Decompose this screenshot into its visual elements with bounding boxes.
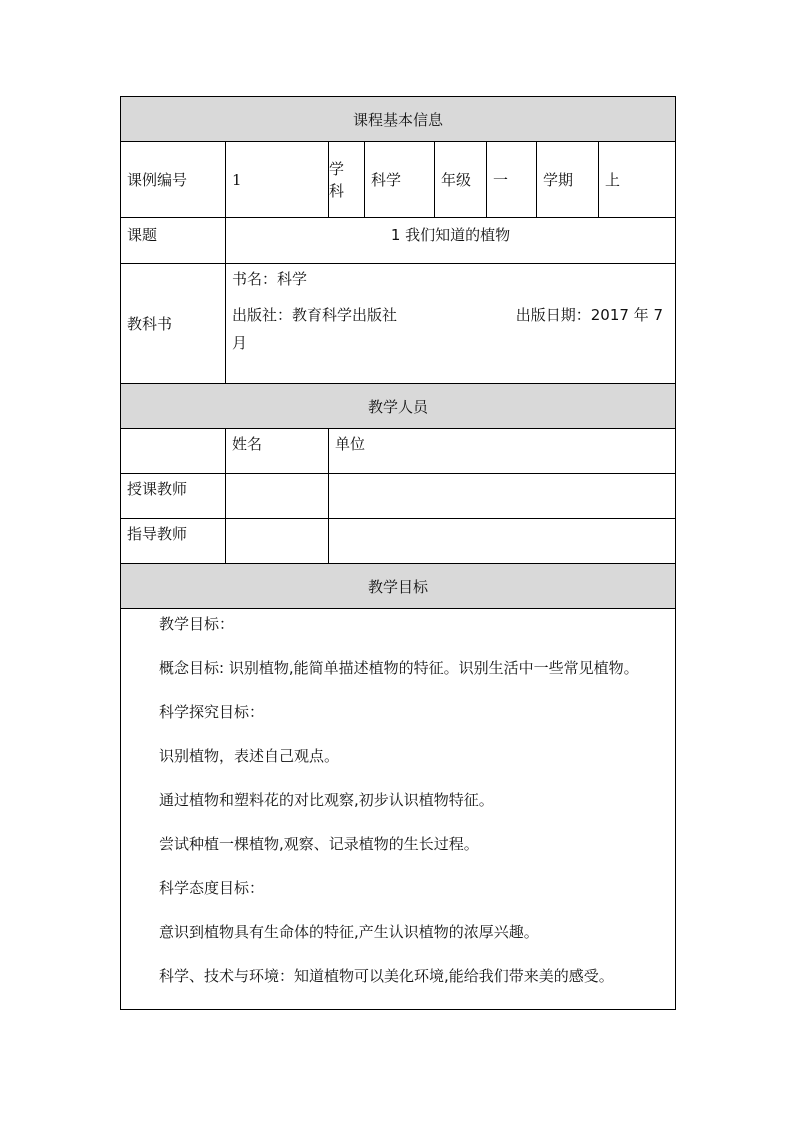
goals-heading: 教学目标 (121, 564, 676, 609)
goal-line: 尝试种植一棵植物,观察、记录植物的生长过程。 (159, 835, 479, 853)
textbook-row (121, 264, 676, 384)
goals-body-row (121, 609, 676, 1010)
subject-label-bottom: 科 (329, 181, 345, 200)
subject-label-top: 学 (329, 159, 345, 178)
goal-line: 概念目标: 识别植物,能简单描述植物的特征。识别生活中一些常见植物。 (159, 659, 639, 677)
subject-label (329, 142, 365, 218)
grade-value: 一 (487, 142, 537, 218)
staff-teacher-unit (329, 474, 676, 519)
textbook-publish-date: 出版日期：2017 年 7 (515, 306, 664, 324)
basic-info-header-row (121, 97, 676, 142)
textbook-name: 书名：科学 (232, 270, 308, 288)
case-no-label: 课例编号 (121, 142, 226, 218)
textbook-publisher-line (232, 304, 669, 326)
staff-mentor-row (121, 519, 676, 564)
textbook-info (226, 264, 676, 384)
goal-line: 意识到植物具有生命体的特征,产生认识植物的浓厚兴趣。 (159, 923, 539, 941)
textbook-publisher: 出版社：教育科学出版社 (232, 306, 398, 324)
staff-teacher-name (226, 474, 329, 519)
topic-row (121, 218, 676, 264)
goal-line: 科学态度目标： (159, 879, 265, 897)
goal-line: 通过植物和塑料花的对比观察,初步认识植物特征。 (159, 791, 494, 809)
goal-line: 教学目标： (159, 615, 235, 633)
goal-line: 识别植物，表述自己观点。 (159, 747, 340, 765)
grade-label: 年级 (435, 142, 487, 218)
staff-teacher-row (121, 474, 676, 519)
textbook-label: 教科书 (121, 264, 226, 384)
staff-columns-row (121, 429, 676, 474)
goal-line: 科学、技术与环境：知道植物可以美化环境,能给我们带来美的感受。 (159, 967, 614, 985)
topic-label: 课题 (121, 218, 226, 264)
textbook-publish-date-cont: 月 (232, 334, 248, 352)
goal-line: 科学探究目标： (159, 703, 265, 721)
staff-corner-cell (121, 429, 226, 474)
staff-mentor-label: 指导教师 (121, 519, 226, 564)
basic-info-heading: 课程基本信息 (121, 97, 676, 142)
staff-mentor-unit (329, 519, 676, 564)
staff-heading: 教学人员 (121, 384, 676, 429)
staff-col-name: 姓名 (226, 429, 329, 474)
goals-header-row (121, 564, 676, 609)
case-row (121, 142, 676, 218)
term-value: 上 (599, 142, 676, 218)
subject-value: 科学 (365, 142, 435, 218)
lesson-info-table (120, 96, 676, 1010)
term-label: 学期 (537, 142, 599, 218)
goals-body (121, 609, 676, 1010)
staff-mentor-name (226, 519, 329, 564)
staff-header-row (121, 384, 676, 429)
topic-value: 1 我们知道的植物 (226, 218, 676, 264)
staff-col-unit: 单位 (329, 429, 676, 474)
case-no-value: 1 (226, 142, 329, 218)
staff-teacher-label: 授课教师 (121, 474, 226, 519)
